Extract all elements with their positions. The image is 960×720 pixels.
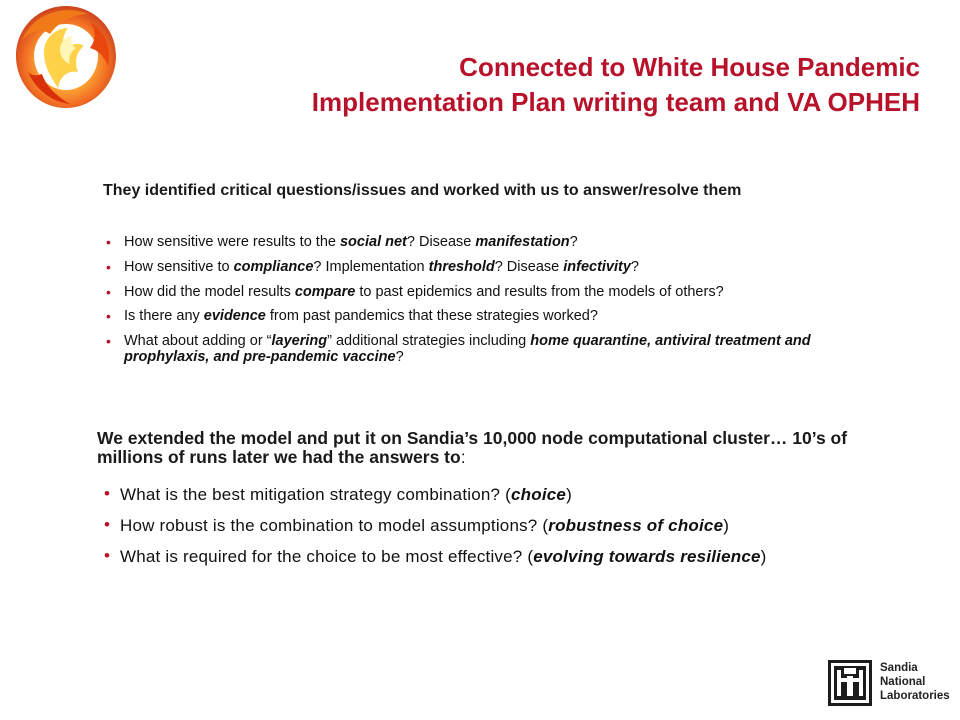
title-line-2: Implementation Plan writing team and VA OPHEH bbox=[311, 87, 920, 117]
question-item-evidence: • Is there any evidence from past pandemics that these strategies worked? bbox=[106, 308, 896, 324]
question-item-compliance: • How sensitive to compliance? Implementation threshold? Disease infectivity? bbox=[106, 259, 896, 275]
sandia-thunderbird-icon bbox=[828, 660, 872, 706]
question-item-social-net: • How sensitive were results to the social net? Disease manifestation? bbox=[106, 234, 896, 250]
questions-list bbox=[106, 234, 896, 373]
question-item-compare: • How did the model results compare to past epidemics and results from the models of others? bbox=[106, 284, 896, 300]
answer-item-resilience: • What is required for the choice to be most effective? (evolving towards resilience) bbox=[104, 547, 904, 566]
sandia-logo bbox=[826, 656, 950, 712]
answer-item-robustness: • How robust is the combination to model assumptions? (robustness of choice) bbox=[104, 516, 904, 535]
title-line-1: Connected to White House Pandemic bbox=[459, 52, 920, 82]
intro-heading: They identified critical questions/issues and worked with us to answer/resolve them bbox=[103, 182, 742, 199]
sandia-wordmark: Sandia National Laboratories bbox=[880, 662, 950, 702]
question-item-layering: • What about adding or “layering” additional strategies including home quarantine, antiviral treatment and prophylaxis, and pre-pandemic vaccine? bbox=[106, 333, 896, 365]
extension-heading: We extended the model and put it on Sandia’s 10,000 node computational cluster… 10’s of millions of runs later we had the answers to: bbox=[97, 428, 848, 467]
answers-list bbox=[104, 485, 904, 578]
answer-item-choice: • What is the best mitigation strategy combination? (choice) bbox=[104, 485, 904, 504]
phoenix-logo-icon bbox=[4, 0, 128, 120]
slide-title bbox=[140, 50, 920, 120]
